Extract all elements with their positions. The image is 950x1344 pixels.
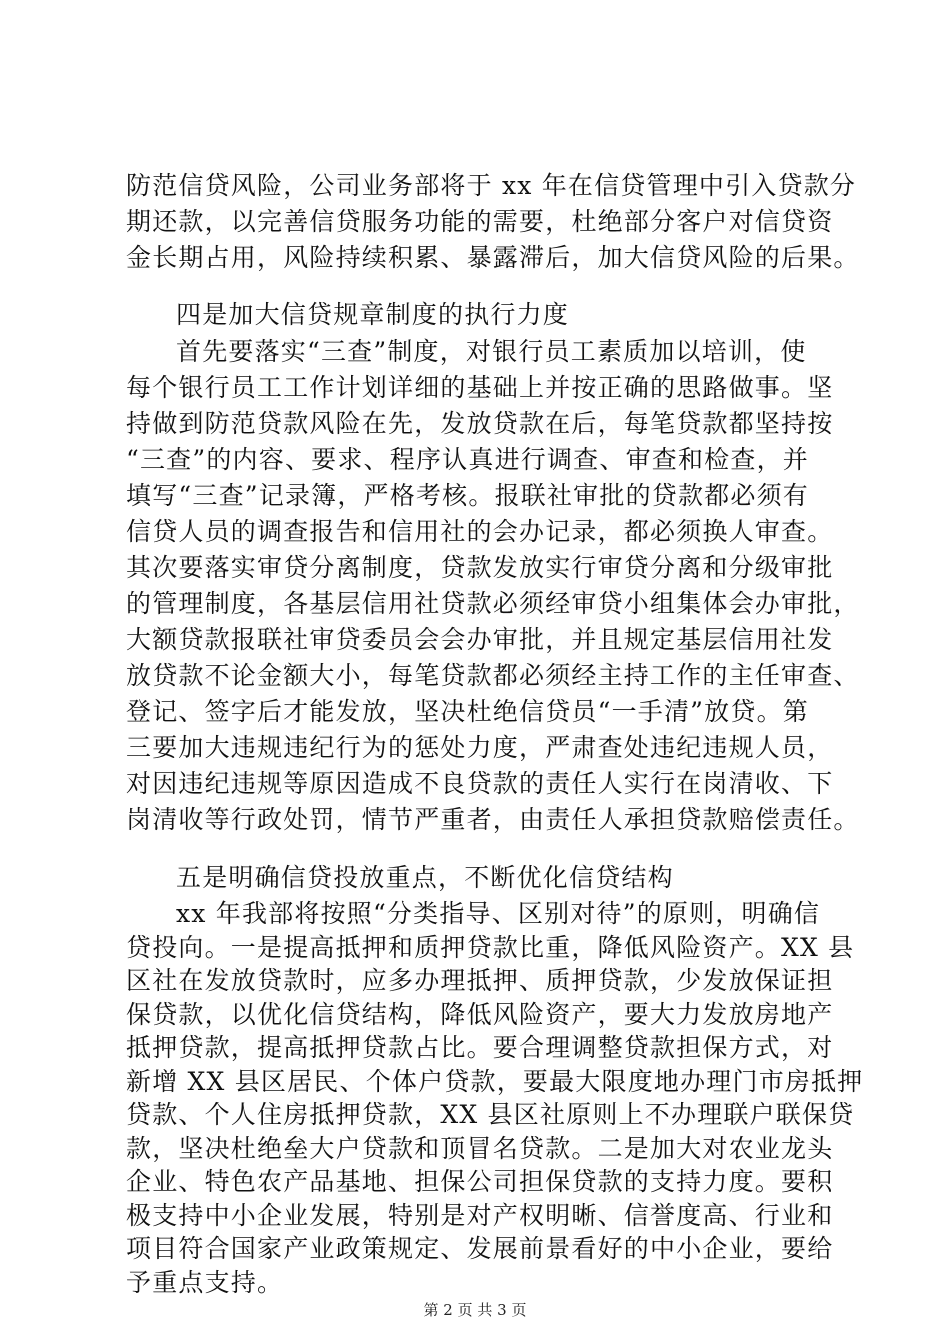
- paragraph-line: 区社在发放贷款时，应多办理抵押、质押贷款，少发放保证担: [126, 966, 834, 995]
- paragraph-line: 信贷人员的调查报告和信用社的会办记录，都必须换人审查。: [126, 517, 834, 546]
- paragraph-line: 首先要落实“三查”制度，对银行员工素质加以培训，使: [176, 337, 807, 366]
- paragraph-line: 岗清收等行政处罚，情节严重者，由责任人承担贷款赔偿责任。: [126, 805, 860, 834]
- paragraph-line: 大额贷款报联社审贷委员会会办审批，并且规定基层信用社发: [126, 625, 834, 654]
- paragraph-line: 持做到防范贷款风险在先，发放贷款在后，每笔贷款都坚持按: [126, 409, 834, 438]
- paragraph-line: 款，坚决杜绝垒大户贷款和顶冒名贷款。二是加大对农业龙头: [126, 1133, 834, 1163]
- page-number: 第 2 页 共 3 页: [423, 1301, 527, 1319]
- paragraph-line: 放贷款不论金额大小，每笔贷款都必须经主持工作的主任审查、: [126, 661, 860, 690]
- paragraph-line: 抵押贷款，提高抵押贷款占比。要合理调整贷款担保方式，对: [126, 1033, 834, 1062]
- section-heading: 四是加大信贷规章制度的执行力度: [176, 300, 570, 329]
- section-heading: 五是明确信贷投放重点，不断优化信贷结构: [176, 863, 674, 892]
- paragraph-line: “三查”的内容、要求、程序认真进行调查、审查和检查，并: [126, 445, 809, 474]
- paragraph-line: 新增 XX 县区居民、个体户贷款，要最大限度地办理门市房抵押: [126, 1066, 864, 1096]
- paragraph-line: 极支持中小企业发展，特别是对产权明晰、信誉度高、行业和: [126, 1200, 834, 1230]
- paragraph-line: 的管理制度，各基层信用社贷款必须经审贷小组集体会办审批，: [126, 589, 860, 618]
- paragraph-line: 企业、特色农产品基地、担保公司担保贷款的支持力度。要积: [126, 1167, 834, 1196]
- paragraph-line: 三要加大违规违纪行为的惩处力度，严肃查处违纪违规人员，: [126, 733, 834, 762]
- paragraph-line: xx 年我部将按照“分类指导、区别对待”的原则，明确信: [176, 899, 821, 928]
- paragraph-line: 贷款、个人住房抵押贷款，XX 县区社原则上不办理联户联保贷: [126, 1100, 855, 1129]
- paragraph-line: 保贷款，以优化信贷结构，降低风险资产，要大力发放房地产: [126, 999, 834, 1029]
- paragraph-line: 对因违纪违规等原因造成不良贷款的责任人实行在岗清收、下: [126, 769, 834, 798]
- paragraph-line: 填写“三查”记录簿，严格考核。报联社审批的贷款都必须有: [126, 481, 809, 510]
- paragraph-line: 其次要落实审贷分离制度，贷款发放实行审贷分离和分级审批: [126, 553, 834, 582]
- paragraph-line: 项目符合国家产业政策规定、发展前景看好的中小企业，要给: [126, 1234, 834, 1263]
- paragraph-line: 防范信贷风险，公司业务部将于 xx 年在信贷管理中引入贷款分: [126, 171, 857, 200]
- paragraph-line: 予重点支持。: [126, 1267, 284, 1297]
- paragraph-line: 每个银行员工工作计划详细的基础上并按正确的思路做事。坚: [126, 373, 834, 402]
- paragraph-line: 期还款，以完善信贷服务功能的需要，杜绝部分客户对信贷资: [126, 207, 834, 236]
- paragraph-line: 金长期占用，风险持续积累、暴露滞后，加大信贷风险的后果。: [126, 243, 860, 272]
- paragraph-line: 贷投向。一是提高抵押和质押贷款比重，降低风险资产。XX 县: [126, 932, 855, 962]
- paragraph-line: 登记、签字后才能发放，坚决杜绝信贷员“一手清”放贷。第: [126, 697, 809, 726]
